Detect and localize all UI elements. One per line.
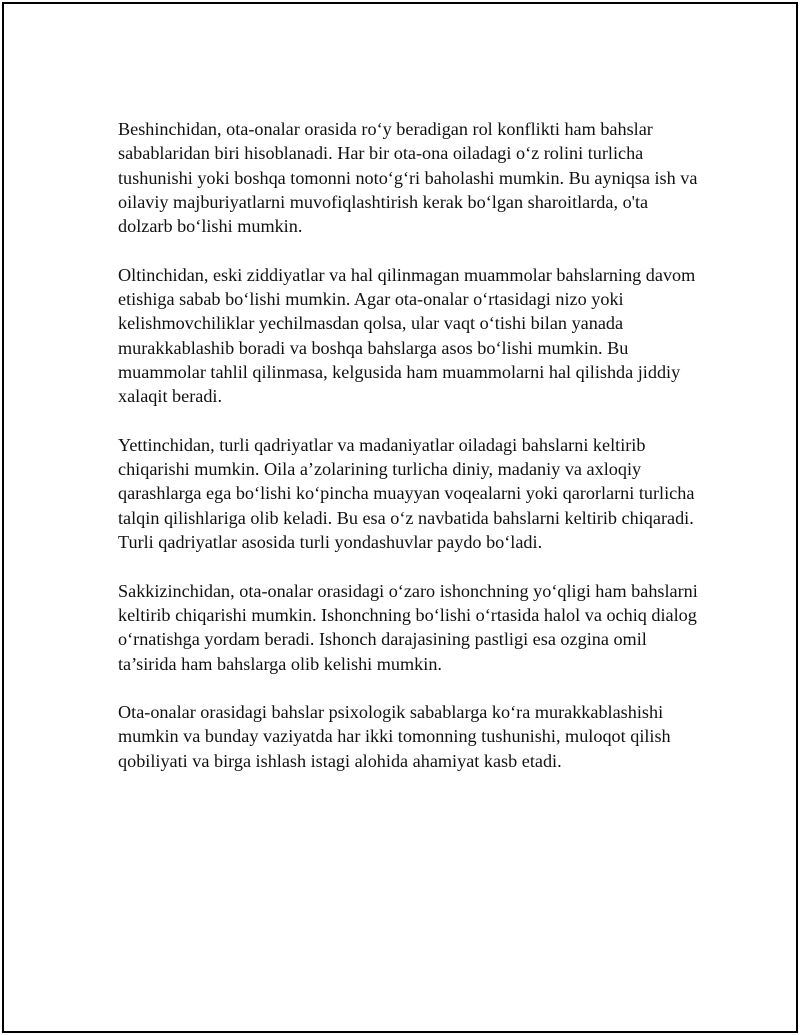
paragraph-7: Yettinchidan, turli qadriyatlar va madaniyatlar oiladagi bahslarni keltirib chiqarishi mumkin. Oila a’zolarining turlicha diniy, madaniy va axloqiy qarashlarga ega bo‘lishi ko‘pincha muayyan voqealarni yoki qarorlarni turlicha talqin qilishlariga olib keladi. Bu esa o‘z navbatida bahslarni keltirib chiqaradi. Turli qadriyatlar asosida turli yondashuvlar paydo bo‘ladi. [118,434,695,553]
paragraph-conclusion: Ota-onalar orasidagi bahslar psixologik sabablarga ko‘ra murakkablashishi mumkin va bunday vaziyatda har ikki tomonning tushunishi, muloqot qilish qobiliyati va birga ishlash istagi alohida ahamiyat kasb etadi. [118,702,671,771]
paragraph-8: Sakkizinchidan, ota-onalar orasidagi o‘zaro ishonchning yo‘qligi ham bahslarni keltirib chiqarishi mumkin. Ishonchning bo‘lishi o‘rtasida halol va ochiq dialog o‘rnatishga yordam beradi. Ishonch darajasining pastligi esa ozgina omil ta’sirida ham bahslarga olib kelishi mumkin. [118,580,698,674]
paragraph-6: Oltinchidan, eski ziddiyatlar va hal qilinmagan muammolar bahslarning davom etishiga sabab bo‘lishi mumkin. Agar ota-onalar o‘rtasidagi nizo yoki kelishmovchiliklar yechilmasdan qolsa, ular vaqt o‘tishi bilan yanada murakkablashib boradi va boshqa bahslarga asos bo‘lishi mumkin. Bu muammolar tahlil qilinmasa, kelgusida ham muammolarni hal qilishda jiddiy xalaqit beradi. [118,264,696,407]
paragraph-5: Beshinchidan, ota-onalar orasida ro‘y beradigan rol konflikti ham bahslar sabablaridan biri hisoblanadi. Har bir ota-ona oiladagi o‘z rolini turlicha tushunishi yoki boshqa tomonni noto‘g‘ri baholashi mumkin. Bu ayniqsa ish va oilaviy majburiyatlarni muvofiqlashtirish kerak bo‘lgan sharoitlarda, o'ta dolzarb bo‘lishi mumkin. [118,119,698,237]
document-body [118,117,698,797]
